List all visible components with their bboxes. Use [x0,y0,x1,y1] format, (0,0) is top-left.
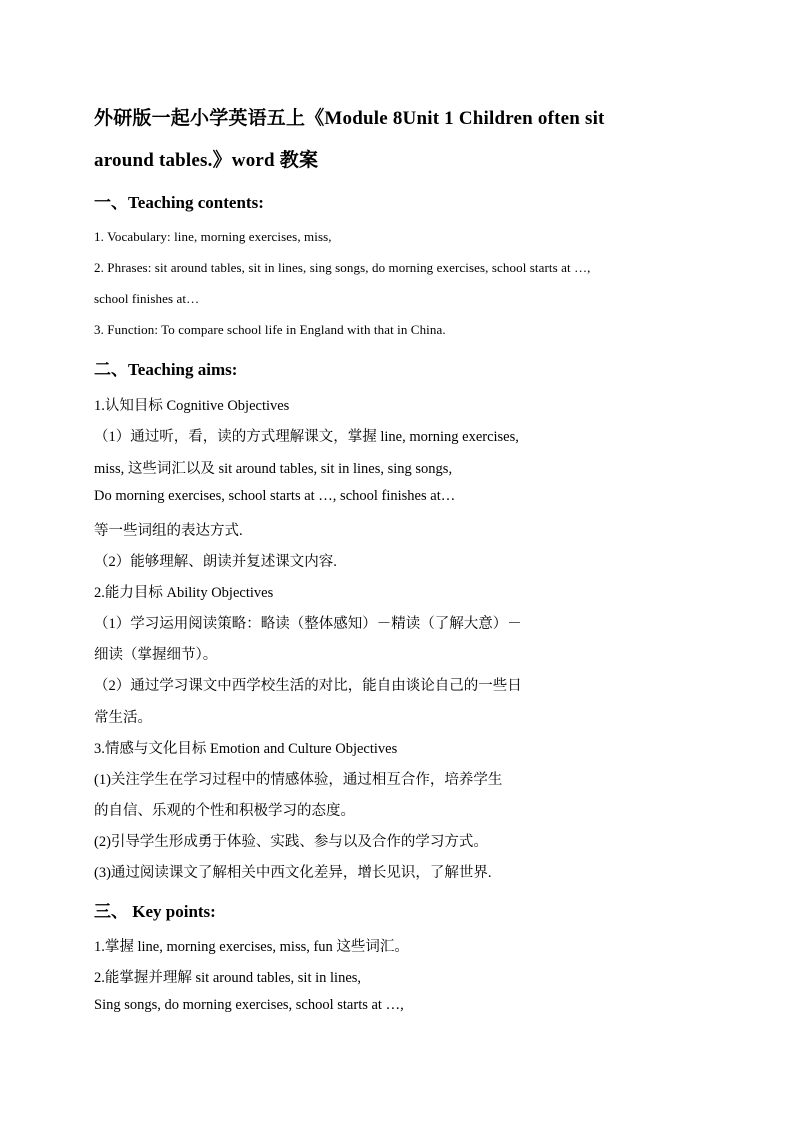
aims-line: 的自信、乐观的个性和积极学习的态度。 [94,803,355,819]
aims-line: 等一些词组的表达方式. [94,523,243,539]
key-points-line: 1.掌握 line, morning exercises, miss, fun 这些词汇。 [94,939,409,955]
aims-line: 1.认知目标 Cognitive Objectives [94,398,290,414]
aims-line: (1)关注学生在学习过程中的情感体验，通过相互合作，培养学生 [94,772,503,788]
section-heading-teaching-contents: 一、Teaching contents: [94,193,264,212]
aims-line: 常生活。 [94,710,152,726]
aims-line: miss, 这些词汇以及 sit around tables, sit in lines, sing songs, [94,461,453,477]
content-line: 3. Function: To compare school life in England with that in China. [94,322,446,337]
key-points-line: 2.能掌握并理解 sit around tables, sit in lines, [94,970,362,986]
document-title-line-2: around tables.》word 教案 [94,150,319,171]
aims-line: （2）能够理解、朗读并复述课文内容. [94,554,337,570]
aims-line: 3.情感与文化目标 Emotion and Culture Objectives [94,741,398,757]
key-points-line: Sing songs, do morning exercises, school starts at …, [94,997,404,1013]
aims-line: 细读（掌握细节）。 [94,647,218,663]
content-line: 2. Phrases: sit around tables, sit in lines, sing songs, do morning exercises, school starts at …, [94,260,591,275]
section-heading-key-points: 三、 Key points: [94,902,216,921]
content-line: school finishes at… [94,291,200,306]
content-line: 1. Vocabulary: line, morning exercises, miss, [94,229,332,244]
document-title-line-1: 外研版一起小学英语五上《Module 8Unit 1 Children often sit [94,108,605,129]
aims-line: (3)通过阅读课文了解相关中西文化差异，增长见识，了解世界. [94,865,492,881]
aims-line: 2.能力目标 Ability Objectives [94,585,274,601]
aims-line: （1）通过听，看，读的方式理解课文，掌握 line, morning exercises, [94,429,519,445]
aims-line: (2)引导学生形成勇于体验、实践、参与以及合作的学习方式。 [94,834,488,850]
aims-line: Do morning exercises, school starts at …, school finishes at… [94,488,456,504]
section-heading-teaching-aims: 二、Teaching aims: [94,360,238,379]
document-title [94,98,704,182]
aims-line: （1）学习运用阅读策略：略读（整体感知）－精读（了解大意）－ [94,616,522,632]
aims-line: （2）通过学习课文中西学校生活的对比，能自由谈论自己的一些日 [94,678,522,694]
